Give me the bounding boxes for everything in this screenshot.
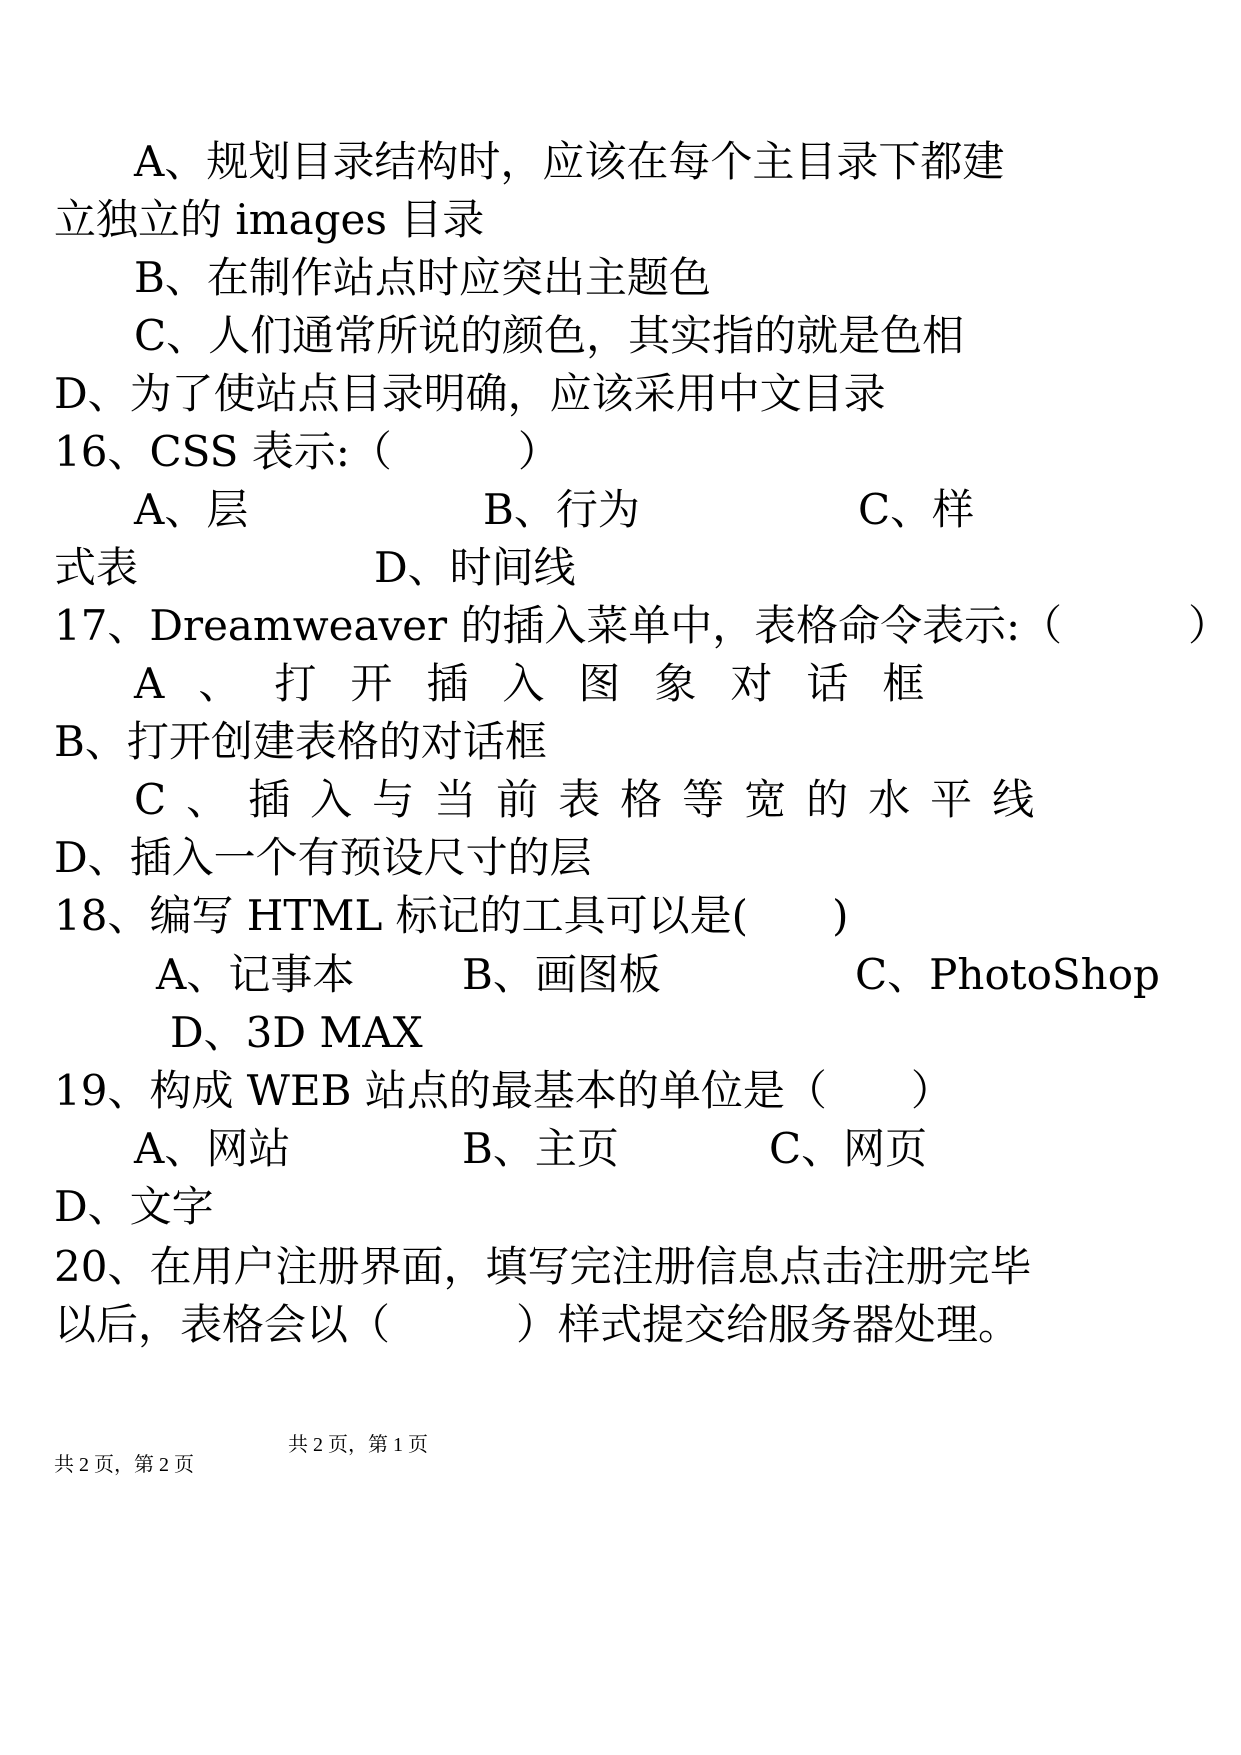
q20-stem-line2: 以后，表格会以（ ）样式提交给服务器处理。 bbox=[54, 1300, 1021, 1349]
q17-option-c: C、插入与当前表格等宽的水平线 bbox=[134, 775, 1055, 824]
page-footer-center: 共 2 页，第 1 页 bbox=[288, 1434, 428, 1456]
q15-option-c: C、人们通常所说的颜色，其实指的就是色相 bbox=[134, 311, 965, 360]
q16-option-d: D、时间线 bbox=[374, 543, 576, 592]
q18-option-d: D、3D MAX bbox=[170, 1008, 423, 1057]
q16-option-b: B、行为 bbox=[483, 485, 640, 534]
q15-option-b: B、在制作站点时应突出主题色 bbox=[134, 253, 711, 302]
q17-option-d: D、插入一个有预设尺寸的层 bbox=[54, 833, 592, 882]
q20-stem-line1: 20、在用户注册界面，填写完注册信息点击注册完毕 bbox=[54, 1242, 1032, 1291]
q15-option-d: D、为了使站点目录明确，应该采用中文目录 bbox=[54, 369, 886, 418]
q17-option-a: A、打开插入图象对话框 bbox=[134, 659, 959, 708]
q15-option-a-line2: 立独立的 images 目录 bbox=[54, 195, 485, 244]
q19-option-b: B、主页 bbox=[462, 1124, 619, 1173]
q16-option-c-part1: C、样 bbox=[858, 485, 975, 534]
q19-option-a: A、网站 bbox=[134, 1124, 291, 1173]
q19-stem: 19、构成 WEB 站点的最基本的单位是（ ） bbox=[54, 1066, 953, 1115]
q16-option-c-part2: 式表 bbox=[54, 543, 139, 592]
page-footer-left: 共 2 页，第 2 页 bbox=[54, 1454, 194, 1476]
q18-option-c: C、PhotoShop bbox=[855, 950, 1160, 999]
q17-option-b: B、打开创建表格的对话框 bbox=[54, 717, 547, 766]
q17-stem: 17、Dreamweaver 的插入菜单中，表格命令表示:（ ） bbox=[54, 601, 1230, 650]
q15-option-a-line1: A、规划目录结构时，应该在每个主目录下都建 bbox=[134, 137, 1005, 186]
q18-stem: 18、编写 HTML 标记的工具可以是( ) bbox=[54, 891, 849, 940]
q18-option-b: B、画图板 bbox=[462, 950, 661, 999]
q16-option-a: A、层 bbox=[134, 485, 249, 534]
q16-stem: 16、CSS 表示:（ ） bbox=[54, 427, 560, 476]
q19-option-c: C、网页 bbox=[769, 1124, 928, 1173]
q19-option-d: D、文字 bbox=[54, 1182, 214, 1231]
q18-option-a: A、记事本 bbox=[156, 950, 355, 999]
